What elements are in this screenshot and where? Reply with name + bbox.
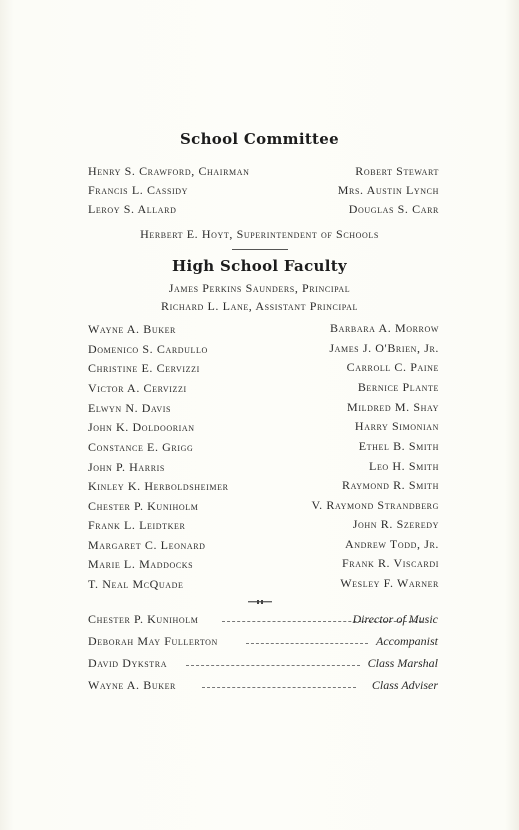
ornament-divider (248, 600, 272, 604)
faculty-member: Margaret C. Leonard (88, 538, 206, 552)
superintendent-line: Herbert E. Hoyt, Superintendent of Schools (140, 227, 379, 241)
role-row (88, 634, 438, 650)
role-row (88, 656, 438, 672)
faculty-member: James J. O'Brien, Jr. (329, 341, 439, 355)
faculty-member: John P. Harris (88, 460, 165, 474)
faculty-member: Wayne A. Buker (88, 322, 176, 336)
faculty-member: Bernice Plante (357, 380, 439, 394)
section-divider (232, 249, 288, 250)
role-name: David Dykstra (88, 656, 168, 670)
faculty-member: Barbara A. Morrow (330, 321, 439, 335)
dotted-leader (186, 665, 360, 666)
faculty-member: Mildred M. Shay (347, 400, 439, 414)
faculty-member: John R. Szeredy (352, 517, 439, 531)
committee-member: Douglas S. Carr (348, 202, 439, 216)
faculty-member: Harry Simonian (354, 419, 439, 433)
faculty-member: Frank L. Leidtker (88, 518, 186, 532)
role-title: Director of Music (352, 612, 438, 626)
role-name: Deborah May Fullerton (88, 634, 218, 648)
committee-member: Mrs. Austin Lynch (337, 183, 439, 197)
role-name: Chester P. Kuniholm (88, 612, 199, 626)
role-title: Accompanist (376, 634, 438, 648)
faculty-member: Wesley F. Warner (340, 576, 439, 590)
role-row (88, 612, 438, 628)
faculty-member: V. Raymond Strandberg (311, 498, 439, 512)
role-title: Class Marshal (367, 656, 438, 670)
faculty-member: Marie L. Maddocks (88, 557, 194, 571)
committee-member: Henry S. Crawford, Chairman (88, 164, 250, 178)
committee-member: Robert Stewart (355, 164, 439, 178)
committee-member: Leroy S. Allard (88, 202, 177, 216)
assistant-principal-line: Richard L. Lane, Assistant Principal (161, 299, 358, 313)
faculty-member: Frank R. Viscardi (342, 556, 439, 570)
faculty-member: Christine E. Cervizzi (88, 361, 200, 375)
faculty-member: Carroll C. Paine (346, 360, 439, 374)
faculty-member: Leo H. Smith (369, 459, 439, 473)
role-title: Class Adviser (371, 678, 438, 692)
committee-member: Francis L. Cassidy (88, 183, 189, 197)
faculty-member: Constance E. Grigg (88, 440, 194, 454)
role-name: Wayne A. Buker (88, 678, 176, 692)
faculty-heading: High School Faculty (172, 257, 347, 275)
faculty-member: Domenico S. Cardullo (88, 342, 208, 356)
faculty-member: Andrew Todd, Jr. (344, 537, 439, 551)
principal-line: James Perkins Saunders, Principal (168, 281, 351, 295)
dotted-leader (246, 643, 368, 644)
school-committee-heading: School Committee (180, 130, 339, 148)
role-row (88, 678, 438, 694)
faculty-member: Chester P. Kuniholm (88, 499, 199, 513)
faculty-member: Elwyn N. Davis (88, 401, 172, 415)
faculty-member: T. Neal McQuade (88, 577, 184, 591)
faculty-member: Victor A. Cervizzi (88, 381, 187, 395)
faculty-member: Raymond R. Smith (342, 478, 439, 492)
faculty-member: Ethel B. Smith (358, 439, 439, 453)
faculty-member: Kinley K. Herboldsheimer (88, 479, 229, 493)
dotted-leader (202, 687, 356, 688)
faculty-member: John K. Doldoorian (88, 420, 195, 434)
